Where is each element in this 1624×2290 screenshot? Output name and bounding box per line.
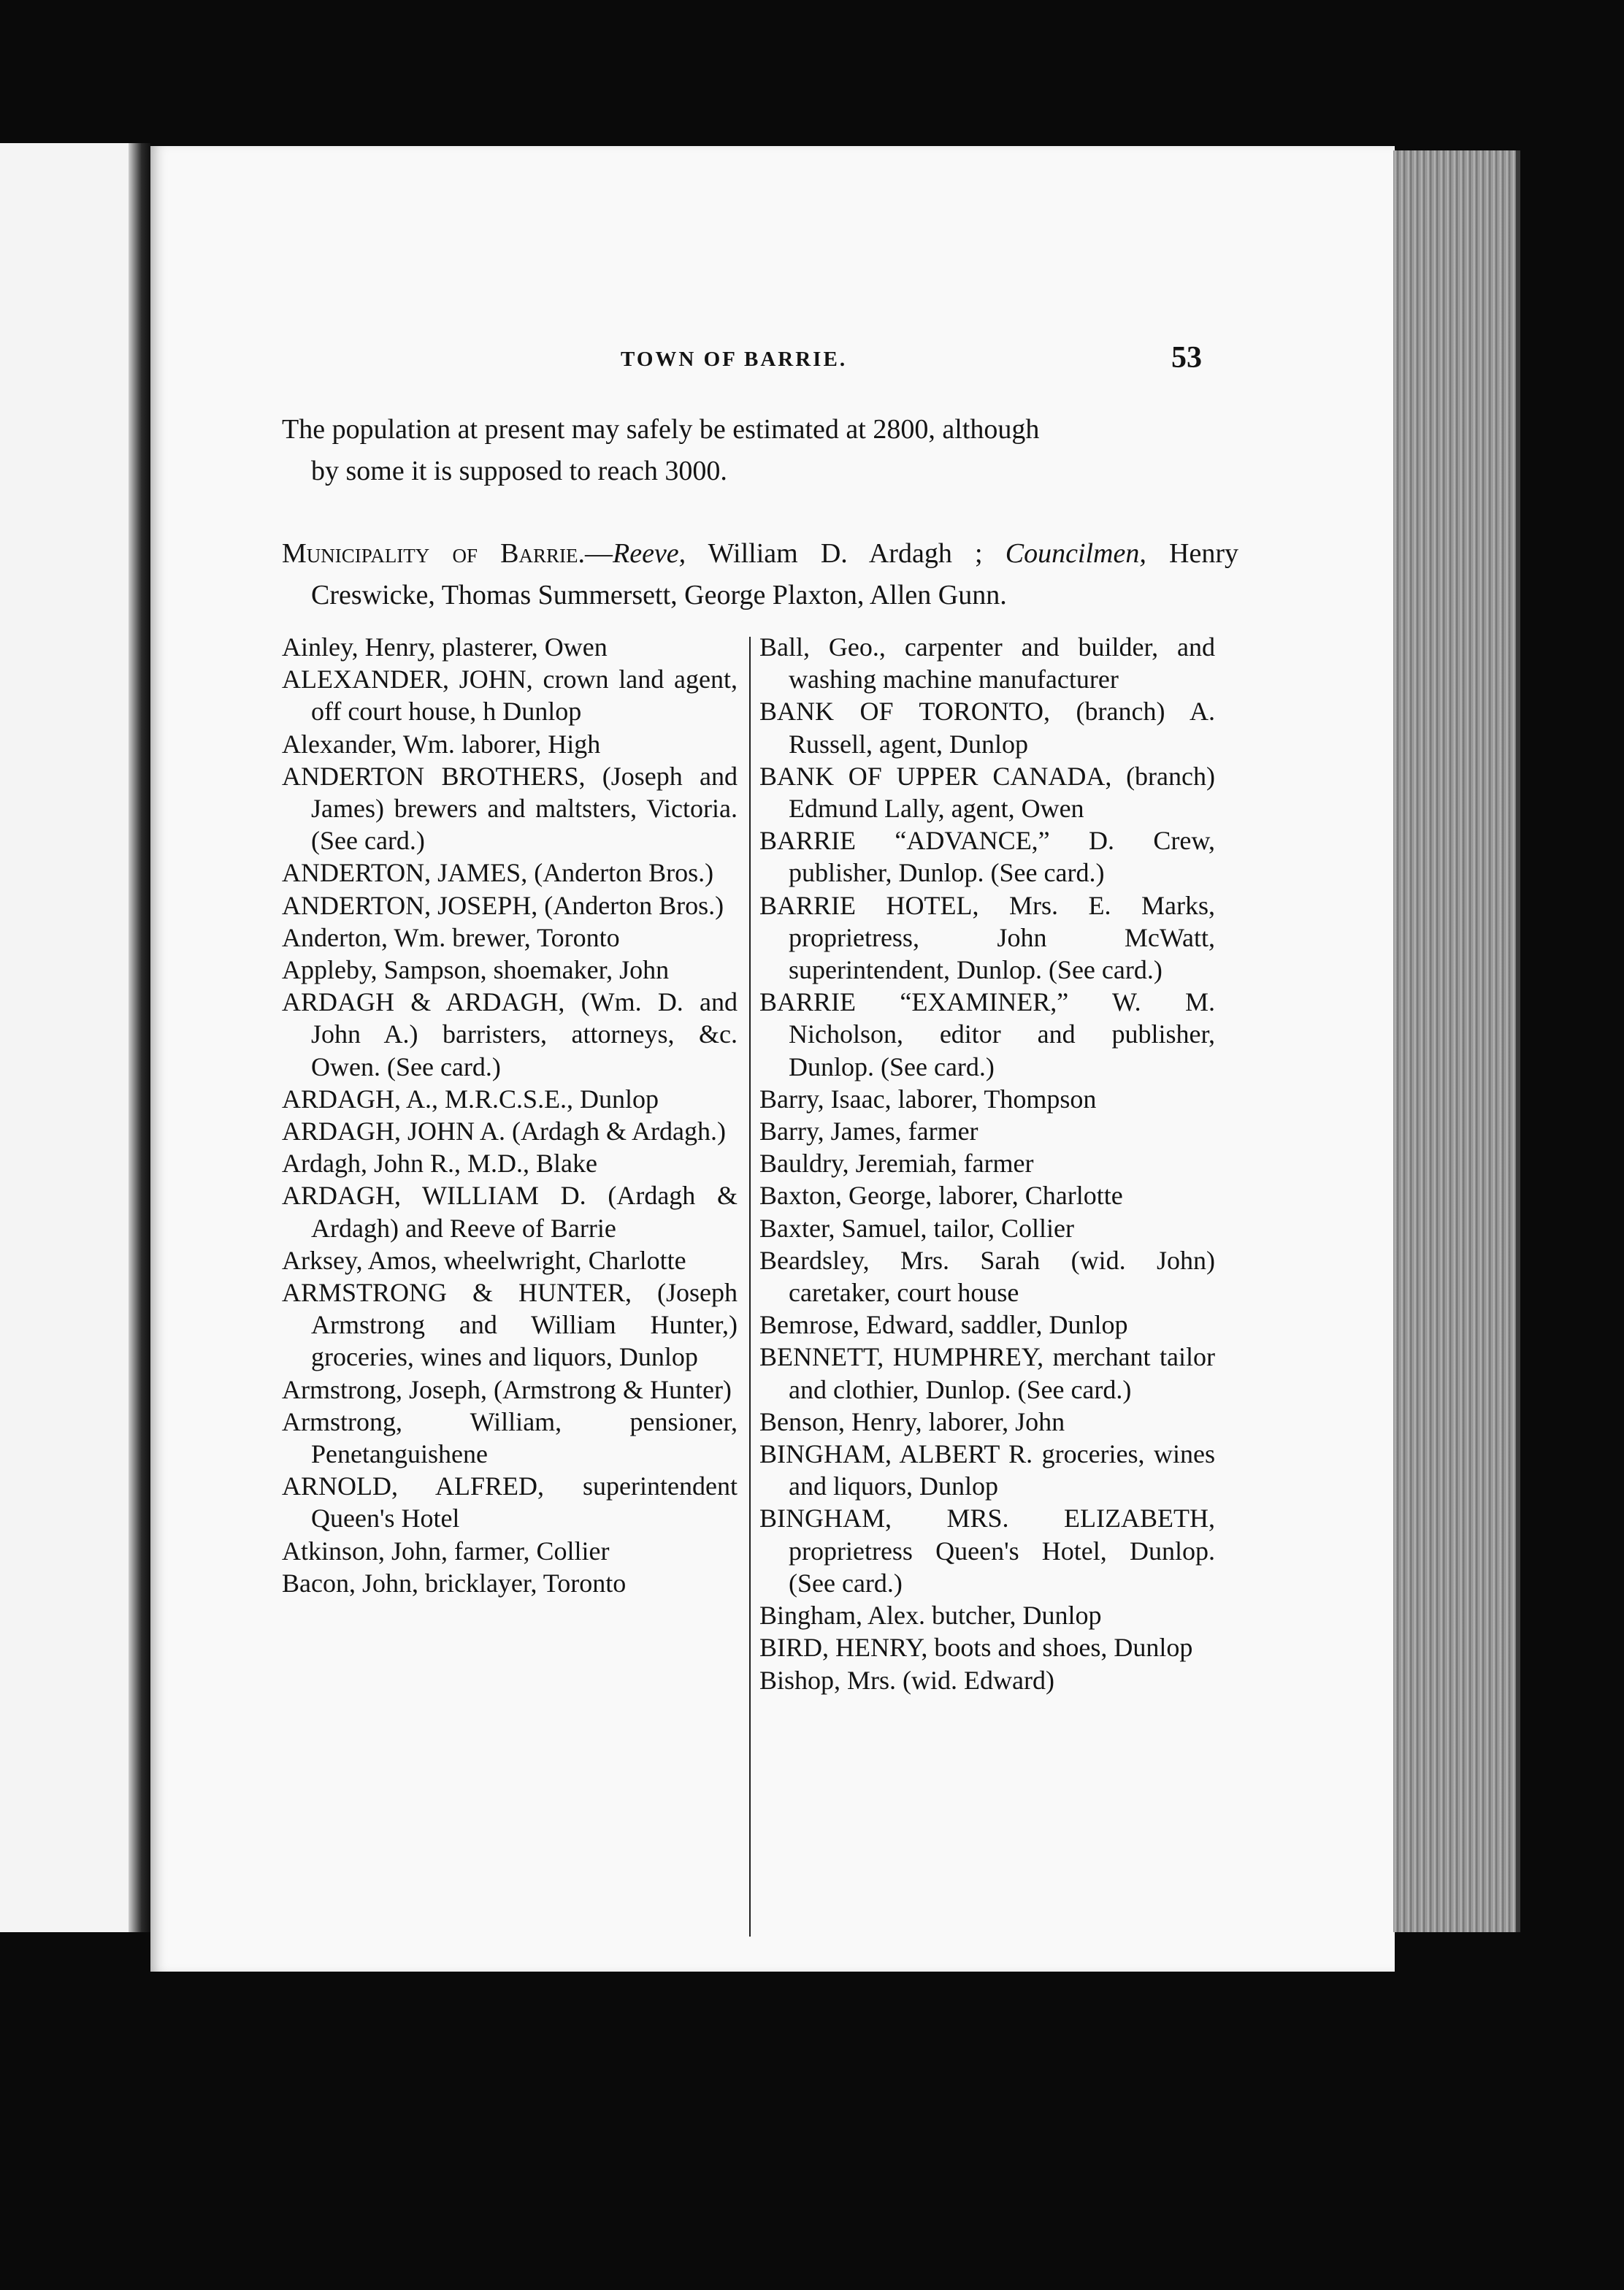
directory-entry: Benson, Henry, laborer, John: [759, 1406, 1065, 1436]
councilmen-names: Henry Creswicke, Thomas Summersett, George Plaxton, Allen Gunn.: [311, 538, 1238, 610]
directory-entry: Alexander, Wm. laborer, High: [282, 729, 601, 759]
directory-entry: Beardsley, Mrs. Sarah (wid. John) caretaker, court house: [759, 1245, 1215, 1308]
directory-column-right: [759, 631, 1215, 1696]
directory-entry: BARRIE “EXAMINER,” W. M. Nicholson, editor and publisher, Dunlop. (See card.): [759, 987, 1215, 1081]
directory-entry: Baxter, Samuel, tailor, Collier: [759, 1213, 1075, 1243]
directory-entry: BANK OF UPPER CANADA, (branch) Edmund Lally, agent, Owen: [759, 761, 1215, 824]
directory-entry: ANDERTON, JAMES, (Anderton Bros.): [282, 858, 714, 888]
directory-entry: Bauldry, Jeremiah, farmer: [759, 1149, 1034, 1179]
population-line-2: by some it is supposed to reach 3000.: [311, 456, 727, 486]
municipality-label: Municipality of Barrie.: [282, 538, 585, 569]
directory-entry: BINGHAM, MRS. ELIZABETH, proprietress Queen's Hotel, Dunlop. (See card.): [759, 1504, 1215, 1598]
directory-entry: ARNOLD, ALFRED, superintendent Queen's Hotel: [282, 1471, 738, 1533]
directory-column-left: [282, 631, 738, 1599]
directory-entry: Bishop, Mrs. (wid. Edward): [759, 1665, 1054, 1695]
municipality-dash: —: [585, 538, 613, 569]
directory-entry: Appleby, Sampson, shoemaker, John: [282, 955, 670, 985]
directory-entry: BARRIE HOTEL, Mrs. E. Marks, proprietress, John McWatt, superintendent, Dunlop. (See card.): [759, 890, 1215, 985]
facing-page-left: [0, 143, 133, 1932]
column-divider: [749, 637, 751, 1937]
directory-entry: BENNETT, HUMPHREY, merchant tailor and clothier, Dunlop. (See card.): [759, 1342, 1215, 1404]
directory-entry: ANDERTON BROTHERS, (Joseph and James) brewers and maltsters, Victoria. (See card.): [282, 761, 738, 856]
page-block-edges: [1393, 150, 1520, 1932]
directory-entry: ARDAGH, WILLIAM D. (Ardagh & Ardagh) and Reeve of Barrie: [282, 1181, 738, 1243]
directory-entry: Atkinson, John, farmer, Collier: [282, 1536, 610, 1566]
directory-entry: Armstrong, Joseph, (Armstrong & Hunter): [282, 1374, 732, 1404]
directory-entry: Ainley, Henry, plasterer, Owen: [282, 632, 608, 662]
directory-entry: Anderton, Wm. brewer, Toronto: [282, 922, 620, 952]
reeve-label: Reeve,: [613, 538, 686, 569]
reeve-name: William D. Ardagh ;: [686, 538, 1006, 569]
population-paragraph: [282, 409, 1209, 492]
directory-entry: Bacon, John, bricklayer, Toronto: [282, 1568, 627, 1598]
directory-entry: BANK OF TORONTO, (branch) A. Russell, agent, Dunlop: [759, 697, 1215, 759]
directory-entry: Bingham, Alex. butcher, Dunlop: [759, 1601, 1102, 1631]
book-gutter: [129, 143, 150, 1932]
directory-entry: ARDAGH, A., M.R.C.S.E., Dunlop: [282, 1084, 659, 1114]
municipality-paragraph: [282, 533, 1238, 616]
running-head: TOWN OF BARRIE.: [621, 348, 848, 371]
directory-entry: ANDERTON, JOSEPH, (Anderton Bros.): [282, 890, 724, 920]
directory-entry: BIRD, HENRY, boots and shoes, Dunlop: [759, 1633, 1193, 1663]
directory-entry: Barry, James, farmer: [759, 1117, 978, 1146]
page-number: 53: [1171, 341, 1202, 375]
directory-entry: ALEXANDER, JOHN, crown land agent, off court house, h Dunlop: [282, 665, 738, 727]
directory-entry: Ardagh, John R., M.D., Blake: [282, 1149, 597, 1179]
directory-entry: BARRIE “ADVANCE,” D. Crew, publisher, Dunlop. (See card.): [759, 826, 1215, 888]
directory-entry: Armstrong, William, pensioner, Penetanguishene: [282, 1406, 738, 1469]
directory-entry: BINGHAM, ALBERT R. groceries, wines and liquors, Dunlop: [759, 1439, 1215, 1501]
directory-entry: Arksey, Amos, wheelwright, Charlotte: [282, 1245, 686, 1275]
directory-entry: Ball, Geo., carpenter and builder, and washing machine manufacturer: [759, 632, 1215, 694]
directory-entry: Bemrose, Edward, saddler, Dunlop: [759, 1310, 1128, 1340]
councilmen-label: Councilmen,: [1005, 538, 1146, 569]
population-line-1: The population at present may safely be estimated at 2800, although: [282, 414, 1040, 445]
directory-entry: ARDAGH & ARDAGH, (Wm. D. and John A.) barristers, attorneys, &c. Owen. (See card.): [282, 987, 738, 1081]
directory-entry: Baxton, George, laborer, Charlotte: [759, 1181, 1123, 1211]
directory-entry: ARMSTRONG & HUNTER, (Joseph Armstrong and William Hunter,) groceries, wines and liquors, Dunlop: [282, 1278, 738, 1372]
directory-entry: ARDAGH, JOHN A. (Ardagh & Ardagh.): [282, 1117, 726, 1146]
directory-entry: Barry, Isaac, laborer, Thompson: [759, 1084, 1097, 1114]
